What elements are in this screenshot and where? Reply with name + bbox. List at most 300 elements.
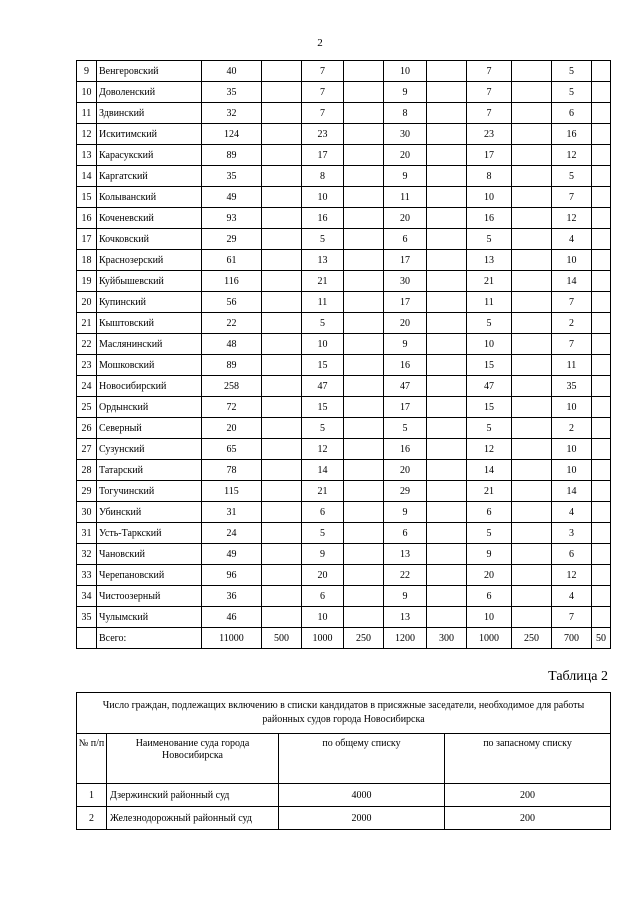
district-name: Усть-Таркский — [97, 523, 202, 544]
cell-c7: 7 — [467, 61, 512, 82]
cell-c1: 93 — [202, 208, 262, 229]
cell-c10: 50 — [592, 628, 611, 649]
table-row — [77, 355, 611, 376]
cell-c4 — [344, 208, 384, 229]
district-name: Доволенский — [97, 82, 202, 103]
row-number: 29 — [77, 481, 97, 502]
cell-c4 — [344, 502, 384, 523]
cell-c10 — [592, 61, 611, 82]
cell-c1: 89 — [202, 145, 262, 166]
cell-c4 — [344, 355, 384, 376]
cell-c5: 9 — [384, 334, 427, 355]
cell-c1: 96 — [202, 565, 262, 586]
row-number: 30 — [77, 502, 97, 523]
district-name: Новосибирский — [97, 376, 202, 397]
cell-c6 — [427, 250, 467, 271]
cell-c4 — [344, 439, 384, 460]
cell-c5: 6 — [384, 523, 427, 544]
cell-c10 — [592, 418, 611, 439]
table-row — [77, 313, 611, 334]
district-name: Убинский — [97, 502, 202, 523]
cell-c2 — [262, 187, 302, 208]
cell-c4 — [344, 271, 384, 292]
cell-c3: 8 — [302, 166, 344, 187]
cell-c3: 23 — [302, 124, 344, 145]
cell-c6 — [427, 502, 467, 523]
district-name: Венгеровский — [97, 61, 202, 82]
table-row — [77, 481, 611, 502]
cell-c1: 49 — [202, 187, 262, 208]
cell-c3: 5 — [302, 418, 344, 439]
district-name: Кочковский — [97, 229, 202, 250]
cell-c8 — [512, 334, 552, 355]
cell-c9: 700 — [552, 628, 592, 649]
table-row — [77, 502, 611, 523]
cell-c7: 21 — [467, 271, 512, 292]
row-number: 21 — [77, 313, 97, 334]
general-list-value: 4000 — [279, 784, 445, 807]
cell-c10 — [592, 334, 611, 355]
cell-c7: 9 — [467, 544, 512, 565]
cell-c4 — [344, 250, 384, 271]
cell-c5: 47 — [384, 376, 427, 397]
cell-c10 — [592, 523, 611, 544]
table-row — [77, 565, 611, 586]
cell-c1: 61 — [202, 250, 262, 271]
table-row — [77, 271, 611, 292]
cell-c5: 30 — [384, 271, 427, 292]
cell-c10 — [592, 166, 611, 187]
cell-c7: 6 — [467, 586, 512, 607]
cell-c8 — [512, 355, 552, 376]
cell-c5: 30 — [384, 124, 427, 145]
cell-c8 — [512, 523, 552, 544]
table-row — [77, 61, 611, 82]
cell-c9: 14 — [552, 271, 592, 292]
cell-c10 — [592, 586, 611, 607]
cell-c6 — [427, 355, 467, 376]
cell-c10 — [592, 607, 611, 628]
cell-c2 — [262, 313, 302, 334]
cell-c5: 22 — [384, 565, 427, 586]
table-row — [77, 124, 611, 145]
cell-c8: 250 — [512, 628, 552, 649]
cell-c1: 24 — [202, 523, 262, 544]
table-row — [77, 628, 611, 649]
cell-c6 — [427, 82, 467, 103]
cell-c2 — [262, 418, 302, 439]
row-number: 13 — [77, 145, 97, 166]
cell-c1: 115 — [202, 481, 262, 502]
cell-c3: 1000 — [302, 628, 344, 649]
table-row — [77, 208, 611, 229]
cell-c3: 5 — [302, 313, 344, 334]
cell-c6 — [427, 313, 467, 334]
cell-c1: 29 — [202, 229, 262, 250]
cell-c3: 15 — [302, 355, 344, 376]
cell-c10 — [592, 250, 611, 271]
cell-c8 — [512, 145, 552, 166]
cell-c5: 1200 — [384, 628, 427, 649]
cell-c5: 17 — [384, 250, 427, 271]
cell-c3: 10 — [302, 607, 344, 628]
cell-c2 — [262, 565, 302, 586]
cell-c8 — [512, 376, 552, 397]
cell-c5: 20 — [384, 145, 427, 166]
cell-c5: 8 — [384, 103, 427, 124]
cell-c10 — [592, 208, 611, 229]
cell-c5: 11 — [384, 187, 427, 208]
cell-c1: 124 — [202, 124, 262, 145]
cell-c2 — [262, 250, 302, 271]
cell-c2 — [262, 481, 302, 502]
cell-c6 — [427, 103, 467, 124]
cell-c8 — [512, 586, 552, 607]
cell-c2 — [262, 166, 302, 187]
cell-c7: 5 — [467, 229, 512, 250]
cell-c4 — [344, 565, 384, 586]
cell-c9: 12 — [552, 208, 592, 229]
district-name: Кыштовский — [97, 313, 202, 334]
row-number: 2 — [77, 807, 107, 830]
cell-c1: 65 — [202, 439, 262, 460]
cell-c8 — [512, 61, 552, 82]
cell-c2 — [262, 124, 302, 145]
cell-c1: 89 — [202, 355, 262, 376]
cell-c7: 15 — [467, 397, 512, 418]
cell-c4 — [344, 61, 384, 82]
cell-c1: 31 — [202, 502, 262, 523]
cell-c9: 14 — [552, 481, 592, 502]
cell-c6 — [427, 124, 467, 145]
cell-c9: 4 — [552, 229, 592, 250]
cell-c7: 11 — [467, 292, 512, 313]
cell-c3: 7 — [302, 61, 344, 82]
cell-c9: 5 — [552, 61, 592, 82]
cell-c7: 1000 — [467, 628, 512, 649]
row-number: 19 — [77, 271, 97, 292]
table-row — [77, 229, 611, 250]
cell-c3: 10 — [302, 334, 344, 355]
cell-c5: 16 — [384, 439, 427, 460]
cell-c2 — [262, 271, 302, 292]
district-name: Татарский — [97, 460, 202, 481]
table-row — [77, 334, 611, 355]
district-name: Всего: — [97, 628, 202, 649]
cell-c10 — [592, 292, 611, 313]
cell-c8 — [512, 124, 552, 145]
cell-c5: 9 — [384, 166, 427, 187]
cell-c3: 6 — [302, 586, 344, 607]
cell-c9: 2 — [552, 418, 592, 439]
table-row — [77, 523, 611, 544]
district-name: Мошковский — [97, 355, 202, 376]
cell-c9: 4 — [552, 586, 592, 607]
cell-c6 — [427, 481, 467, 502]
court-name: Железнодорожный районный суд — [107, 807, 279, 830]
cell-c4 — [344, 124, 384, 145]
table-row — [77, 166, 611, 187]
cell-c2 — [262, 61, 302, 82]
cell-c10 — [592, 271, 611, 292]
cell-c8 — [512, 481, 552, 502]
cell-c3: 13 — [302, 250, 344, 271]
cell-c7: 20 — [467, 565, 512, 586]
cell-c2 — [262, 397, 302, 418]
cell-c2: 500 — [262, 628, 302, 649]
table-row — [77, 460, 611, 481]
cell-c9: 11 — [552, 355, 592, 376]
cell-c3: 5 — [302, 229, 344, 250]
cell-c4 — [344, 586, 384, 607]
cell-c4 — [344, 523, 384, 544]
cell-c8 — [512, 460, 552, 481]
cell-c2 — [262, 523, 302, 544]
cell-c9: 16 — [552, 124, 592, 145]
row-number: 27 — [77, 439, 97, 460]
cell-c6 — [427, 376, 467, 397]
row-number: 22 — [77, 334, 97, 355]
district-name: Искитимский — [97, 124, 202, 145]
cell-c9: 7 — [552, 334, 592, 355]
cell-c6 — [427, 271, 467, 292]
cell-c4 — [344, 460, 384, 481]
cell-c7: 17 — [467, 145, 512, 166]
cell-c10 — [592, 460, 611, 481]
cell-c7: 10 — [467, 607, 512, 628]
cell-c7: 12 — [467, 439, 512, 460]
cell-c6 — [427, 145, 467, 166]
cell-c7: 10 — [467, 334, 512, 355]
cell-c10 — [592, 355, 611, 376]
cell-c9: 6 — [552, 544, 592, 565]
cell-c2 — [262, 376, 302, 397]
cell-c3: 7 — [302, 103, 344, 124]
cell-c8 — [512, 397, 552, 418]
column-header-number: № п/п — [77, 734, 107, 784]
cell-c5: 6 — [384, 229, 427, 250]
cell-c7: 5 — [467, 523, 512, 544]
cell-c1: 48 — [202, 334, 262, 355]
cell-c7: 13 — [467, 250, 512, 271]
district-name: Ордынский — [97, 397, 202, 418]
cell-c8 — [512, 607, 552, 628]
cell-c3: 15 — [302, 397, 344, 418]
cell-c9: 5 — [552, 166, 592, 187]
cell-c6 — [427, 334, 467, 355]
cell-c7: 47 — [467, 376, 512, 397]
cell-c1: 49 — [202, 544, 262, 565]
page-number: 2 — [317, 37, 323, 49]
cell-c2 — [262, 292, 302, 313]
row-number: 15 — [77, 187, 97, 208]
cell-c5: 9 — [384, 586, 427, 607]
cell-c5: 20 — [384, 460, 427, 481]
cell-c2 — [262, 229, 302, 250]
cell-c2 — [262, 145, 302, 166]
cell-c6 — [427, 586, 467, 607]
cell-c8 — [512, 502, 552, 523]
cell-c6 — [427, 607, 467, 628]
cell-c6 — [427, 523, 467, 544]
cell-c10 — [592, 397, 611, 418]
cell-c2 — [262, 586, 302, 607]
table-row — [77, 145, 611, 166]
cell-c6: 300 — [427, 628, 467, 649]
cell-c7: 15 — [467, 355, 512, 376]
cell-c4 — [344, 397, 384, 418]
cell-c10 — [592, 313, 611, 334]
cell-c8 — [512, 103, 552, 124]
cell-c1: 36 — [202, 586, 262, 607]
cell-c3: 21 — [302, 271, 344, 292]
cell-c6 — [427, 187, 467, 208]
row-number: 24 — [77, 376, 97, 397]
district-name: Черепановский — [97, 565, 202, 586]
cell-c5: 16 — [384, 355, 427, 376]
table-row — [77, 82, 611, 103]
district-name: Коченевский — [97, 208, 202, 229]
cell-c7: 6 — [467, 502, 512, 523]
cell-c3: 11 — [302, 292, 344, 313]
cell-c4 — [344, 292, 384, 313]
cell-c10 — [592, 481, 611, 502]
cell-c6 — [427, 292, 467, 313]
table-row — [77, 187, 611, 208]
cell-c4 — [344, 82, 384, 103]
cell-c4 — [344, 376, 384, 397]
cell-c8 — [512, 565, 552, 586]
row-number: 25 — [77, 397, 97, 418]
cell-c6 — [427, 460, 467, 481]
cell-c7: 5 — [467, 418, 512, 439]
district-name: Купинский — [97, 292, 202, 313]
table-row — [77, 250, 611, 271]
court-name: Дзержинский районный суд — [107, 784, 279, 807]
row-number: 17 — [77, 229, 97, 250]
district-name: Краснозерский — [97, 250, 202, 271]
cell-c10 — [592, 502, 611, 523]
row-number: 23 — [77, 355, 97, 376]
cell-c9: 10 — [552, 250, 592, 271]
cell-c5: 9 — [384, 502, 427, 523]
cell-c5: 9 — [384, 82, 427, 103]
courts-table — [76, 692, 611, 830]
table-row — [77, 586, 611, 607]
cell-c4 — [344, 418, 384, 439]
cell-c3: 14 — [302, 460, 344, 481]
reserve-list-value: 200 — [445, 784, 611, 807]
cell-c10 — [592, 124, 611, 145]
row-number: 35 — [77, 607, 97, 628]
cell-c7: 21 — [467, 481, 512, 502]
row-number: 34 — [77, 586, 97, 607]
district-name: Чановский — [97, 544, 202, 565]
cell-c4 — [344, 229, 384, 250]
cell-c3: 7 — [302, 82, 344, 103]
district-name: Чулымский — [97, 607, 202, 628]
cell-c6 — [427, 439, 467, 460]
cell-c3: 17 — [302, 145, 344, 166]
cell-c10 — [592, 544, 611, 565]
cell-c7: 8 — [467, 166, 512, 187]
cell-c3: 10 — [302, 187, 344, 208]
table-row — [77, 784, 611, 807]
table-row — [77, 376, 611, 397]
cell-c2 — [262, 544, 302, 565]
row-number: 33 — [77, 565, 97, 586]
cell-c3: 9 — [302, 544, 344, 565]
table2-header: Число граждан, подлежащих включению в списки кандидатов в присяжные заседатели, необходимое для работы районных судов города Новосибирска — [77, 693, 611, 734]
cell-c1: 35 — [202, 82, 262, 103]
cell-c1: 40 — [202, 61, 262, 82]
row-number: 32 — [77, 544, 97, 565]
cell-c5: 17 — [384, 292, 427, 313]
cell-c10 — [592, 187, 611, 208]
cell-c4 — [344, 187, 384, 208]
cell-c1: 35 — [202, 166, 262, 187]
cell-c1: 78 — [202, 460, 262, 481]
district-name: Колыванский — [97, 187, 202, 208]
cell-c2 — [262, 355, 302, 376]
table-row — [77, 418, 611, 439]
cell-c6 — [427, 418, 467, 439]
general-list-value: 2000 — [279, 807, 445, 830]
cell-c2 — [262, 103, 302, 124]
cell-c5: 10 — [384, 61, 427, 82]
row-number: 28 — [77, 460, 97, 481]
cell-c7: 7 — [467, 82, 512, 103]
cell-c10 — [592, 82, 611, 103]
cell-c5: 29 — [384, 481, 427, 502]
cell-c8 — [512, 313, 552, 334]
cell-c7: 7 — [467, 103, 512, 124]
cell-c9: 10 — [552, 439, 592, 460]
cell-c9: 5 — [552, 82, 592, 103]
cell-c1: 46 — [202, 607, 262, 628]
cell-c2 — [262, 502, 302, 523]
cell-c5: 13 — [384, 607, 427, 628]
cell-c9: 7 — [552, 292, 592, 313]
cell-c8 — [512, 250, 552, 271]
cell-c3: 47 — [302, 376, 344, 397]
cell-c10 — [592, 439, 611, 460]
cell-c4 — [344, 166, 384, 187]
district-name: Карасукский — [97, 145, 202, 166]
district-name: Чистоозерный — [97, 586, 202, 607]
cell-c6 — [427, 544, 467, 565]
districts-table — [76, 60, 611, 649]
cell-c8 — [512, 208, 552, 229]
cell-c9: 7 — [552, 607, 592, 628]
cell-c5: 20 — [384, 313, 427, 334]
cell-c4 — [344, 145, 384, 166]
district-name: Куйбышевский — [97, 271, 202, 292]
cell-c4 — [344, 103, 384, 124]
row-number: 31 — [77, 523, 97, 544]
table-row — [77, 807, 611, 830]
cell-c7: 16 — [467, 208, 512, 229]
cell-c6 — [427, 565, 467, 586]
cell-c4 — [344, 607, 384, 628]
cell-c1: 20 — [202, 418, 262, 439]
cell-c3: 20 — [302, 565, 344, 586]
cell-c8 — [512, 82, 552, 103]
cell-c9: 35 — [552, 376, 592, 397]
cell-c4 — [344, 481, 384, 502]
cell-c9: 10 — [552, 397, 592, 418]
cell-c1: 32 — [202, 103, 262, 124]
